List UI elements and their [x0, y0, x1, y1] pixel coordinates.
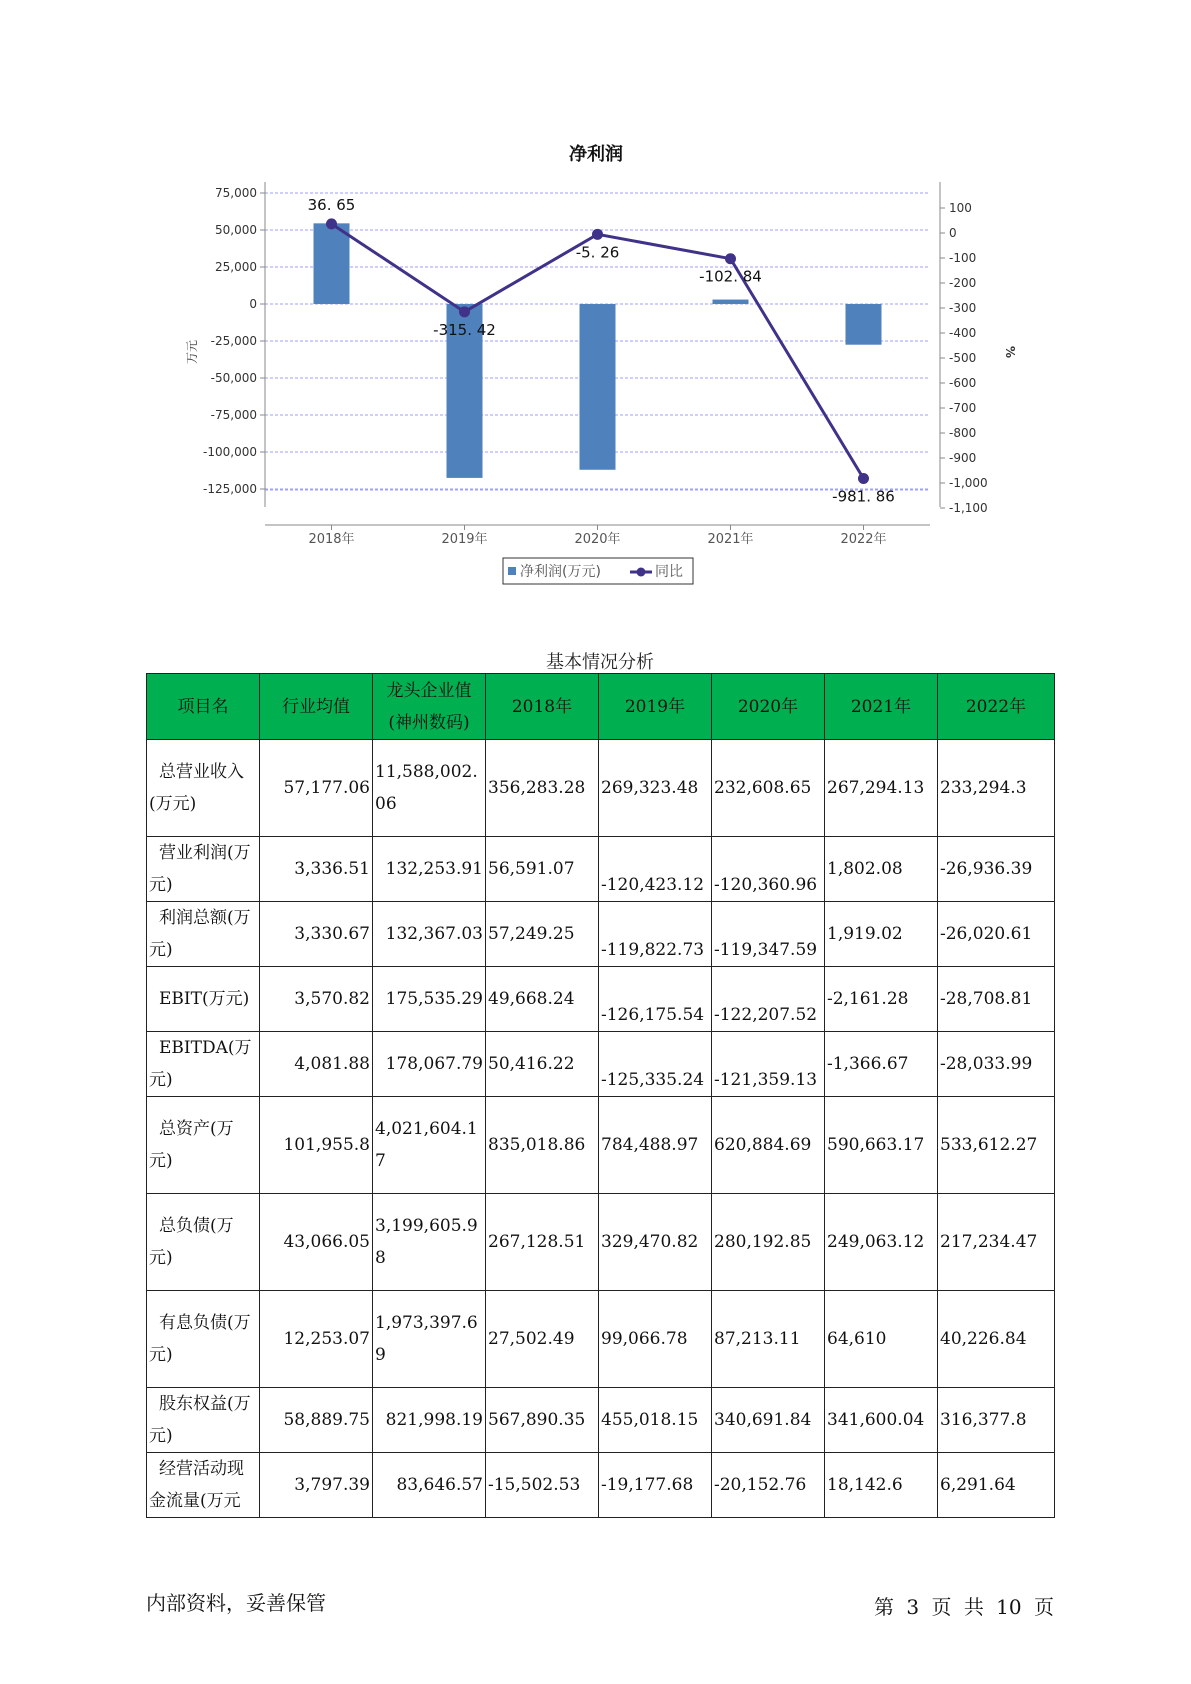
table-cell: 590,663.17: [825, 1097, 938, 1194]
line-data-label: 36. 65: [307, 195, 356, 214]
bar: [314, 223, 350, 304]
table-cell: 49,668.24: [486, 967, 599, 1032]
row-item-name: EBITDA(万元): [147, 1032, 260, 1097]
table-cell: -125,335.24: [599, 1032, 712, 1097]
header-2018: 2018年: [486, 674, 599, 740]
table-cell: 249,063.12: [825, 1194, 938, 1291]
left-y-axis: [203, 182, 265, 507]
header-item-name: 项目名: [147, 674, 260, 740]
table-cell: 329,470.82: [599, 1194, 712, 1291]
x-axis: [265, 525, 930, 547]
x-tick-label: 2019年: [441, 532, 488, 547]
left-tick-label: -25,000: [210, 334, 257, 348]
line-point: [858, 473, 869, 484]
table-header-row: [147, 674, 1055, 740]
x-tick-label: 2021年: [707, 532, 754, 547]
table-cell: 567,890.35: [486, 1388, 599, 1453]
table-cell: 1,973,397.69: [373, 1291, 486, 1388]
line-data-label: -5. 26: [575, 243, 620, 262]
right-tick-label: 100: [949, 201, 972, 215]
row-item-name: 利润总额(万元): [147, 902, 260, 967]
table-cell: 316,377.8: [938, 1388, 1055, 1453]
x-tick-label: 2018年: [308, 532, 355, 547]
table-cell: -119,822.73: [599, 902, 712, 967]
table-cell: -120,360.96: [712, 837, 825, 902]
table-cell: 87,213.11: [712, 1291, 825, 1388]
right-tick-label: -200: [949, 276, 977, 290]
row-item-name: 总资产(万元): [147, 1097, 260, 1194]
table-cell: 175,535.29: [373, 967, 486, 1032]
legend-line-marker: [637, 568, 646, 577]
table-cell: 3,330.67: [260, 902, 373, 967]
table-cell: 620,884.69: [712, 1097, 825, 1194]
table-cell: 1,802.08: [825, 837, 938, 902]
table-cell: -28,033.99: [938, 1032, 1055, 1097]
bar: [713, 300, 749, 304]
footer-page-number: 第 3 页 共 10 页: [874, 1595, 1054, 1619]
table-cell: 4,021,604.17: [373, 1097, 486, 1194]
table-cell: -26,020.61: [938, 902, 1055, 967]
table-cell: 835,018.86: [486, 1097, 599, 1194]
table-cell: -121,359.13: [712, 1032, 825, 1097]
right-tick-label: -800: [949, 426, 977, 440]
table-cell: 821,998.19: [373, 1388, 486, 1453]
table-cell: -26,936.39: [938, 837, 1055, 902]
x-tick-label: 2020年: [574, 532, 621, 547]
net-profit-chart: [0, 0, 1191, 600]
table-row: [147, 837, 1055, 902]
table-cell: 58,889.75: [260, 1388, 373, 1453]
table-cell: 4,081.88: [260, 1032, 373, 1097]
table-cell: -19,177.68: [599, 1453, 712, 1518]
right-tick-label: -600: [949, 376, 977, 390]
footer-confidential-note: 内部资料，妥善保管: [146, 1591, 326, 1615]
right-tick-label: -900: [949, 451, 977, 465]
table-cell: -28,708.81: [938, 967, 1055, 1032]
table-cell: 6,291.64: [938, 1453, 1055, 1518]
right-tick-label: -1,000: [949, 476, 988, 490]
table-cell: -119,347.59: [712, 902, 825, 967]
table-cell: 27,502.49: [486, 1291, 599, 1388]
line-point: [725, 253, 736, 264]
table-cell: 40,226.84: [938, 1291, 1055, 1388]
right-tick-label: 0: [949, 226, 957, 240]
table-cell: 3,199,605.98: [373, 1194, 486, 1291]
row-item-name: 营业利润(万元): [147, 837, 260, 902]
left-tick-label: -125,000: [203, 482, 257, 496]
x-tick-label: 2022年: [840, 532, 887, 547]
table-cell: -20,152.76: [712, 1453, 825, 1518]
right-tick-label: -700: [949, 401, 977, 415]
table-cell: 43,066.05: [260, 1194, 373, 1291]
bar: [580, 304, 616, 470]
legend-bar-label: 净利润(万元): [520, 564, 601, 580]
table-row: [147, 1032, 1055, 1097]
table-cell: -120,423.12: [599, 837, 712, 902]
line-data-label: -315. 42: [433, 320, 496, 339]
row-item-name: 经营活动现金流量(万元: [147, 1453, 260, 1518]
bar-series: [314, 223, 882, 478]
table-cell: 232,608.65: [712, 740, 825, 837]
legend: [503, 558, 693, 584]
line-point: [326, 218, 337, 229]
table-cell: 99,066.78: [599, 1291, 712, 1388]
header-2021: 2021年: [825, 674, 938, 740]
table-cell: 280,192.85: [712, 1194, 825, 1291]
table-cell: 3,570.82: [260, 967, 373, 1032]
table-cell: -126,175.54: [599, 967, 712, 1032]
row-item-name: 总负债(万元): [147, 1194, 260, 1291]
table-cell: 83,646.57: [373, 1453, 486, 1518]
table-cell: 57,177.06: [260, 740, 373, 837]
legend-line-label: 同比: [655, 564, 683, 580]
table-cell: 57,249.25: [486, 902, 599, 967]
table-cell: -1,366.67: [825, 1032, 938, 1097]
table-cell: 50,416.22: [486, 1032, 599, 1097]
right-tick-label: -1,100: [949, 501, 988, 515]
table-cell: 267,294.13: [825, 740, 938, 837]
table-cell: 455,018.15: [599, 1388, 712, 1453]
row-item-name: 总营业收入(万元): [147, 740, 260, 837]
row-item-name: 股东权益(万元): [147, 1388, 260, 1453]
table-row: [147, 1388, 1055, 1453]
table-cell: 267,128.51: [486, 1194, 599, 1291]
table-row: [147, 902, 1055, 967]
table-cell: 1,919.02: [825, 902, 938, 967]
row-item-name: 有息负债(万元): [147, 1291, 260, 1388]
table-row: [147, 1194, 1055, 1291]
table-cell: 178,067.79: [373, 1032, 486, 1097]
table-caption: 基本情况分析: [546, 652, 654, 673]
right-tick-label: -300: [949, 301, 977, 315]
header-2019: 2019年: [599, 674, 712, 740]
header-2020: 2020年: [712, 674, 825, 740]
table-row: [147, 1453, 1055, 1518]
table-cell: 101,955.8: [260, 1097, 373, 1194]
table-cell: 269,323.48: [599, 740, 712, 837]
table-cell: 11,588,002.06: [373, 740, 486, 837]
right-axis-label: %: [1003, 345, 1017, 359]
right-tick-label: -500: [949, 351, 977, 365]
left-tick-label: -100,000: [203, 445, 257, 459]
table-cell: -2,161.28: [825, 967, 938, 1032]
row-item-name: EBIT(万元): [147, 967, 260, 1032]
right-y-axis: [940, 182, 988, 515]
basic-analysis-table: [146, 673, 1055, 1518]
line-data-label: -102. 84: [699, 267, 762, 286]
right-tick-label: -400: [949, 326, 977, 340]
table-cell: 132,253.91: [373, 837, 486, 902]
table-row: [147, 740, 1055, 837]
left-tick-label: 0: [249, 297, 257, 311]
table-cell: 64,610: [825, 1291, 938, 1388]
line-data-label: -981. 86: [832, 487, 895, 506]
chart-title: 净利润: [569, 144, 623, 165]
table-cell: 784,488.97: [599, 1097, 712, 1194]
left-tick-label: 50,000: [215, 223, 257, 237]
table-cell: 3,336.51: [260, 837, 373, 902]
header-leader-value: 龙头企业值(神州数码): [373, 674, 486, 740]
line-point: [592, 229, 603, 240]
table-cell: 217,234.47: [938, 1194, 1055, 1291]
table-cell: -15,502.53: [486, 1453, 599, 1518]
header-industry-avg: 行业均值: [260, 674, 373, 740]
left-tick-label: -75,000: [210, 408, 257, 422]
bar: [846, 304, 882, 345]
table-cell: 12,253.07: [260, 1291, 373, 1388]
table-row: [147, 967, 1055, 1032]
header-2022: 2022年: [938, 674, 1055, 740]
legend-bar-swatch: [508, 567, 516, 575]
table-cell: 56,591.07: [486, 837, 599, 902]
table-cell: 233,294.3: [938, 740, 1055, 837]
table-cell: -122,207.52: [712, 967, 825, 1032]
left-tick-label: -50,000: [210, 371, 257, 385]
left-tick-label: 75,000: [215, 186, 257, 200]
right-tick-label: -100: [949, 251, 977, 265]
table-cell: 3,797.39: [260, 1453, 373, 1518]
line-point: [459, 306, 470, 317]
table-row: [147, 1097, 1055, 1194]
table-cell: 356,283.28: [486, 740, 599, 837]
table-row: [147, 1291, 1055, 1388]
left-tick-label: 25,000: [215, 260, 257, 274]
table-cell: 132,367.03: [373, 902, 486, 967]
left-axis-label: 万元: [185, 339, 199, 365]
table-cell: 340,691.84: [712, 1388, 825, 1453]
table-cell: 18,142.6: [825, 1453, 938, 1518]
table-cell: 533,612.27: [938, 1097, 1055, 1194]
table-cell: 341,600.04: [825, 1388, 938, 1453]
